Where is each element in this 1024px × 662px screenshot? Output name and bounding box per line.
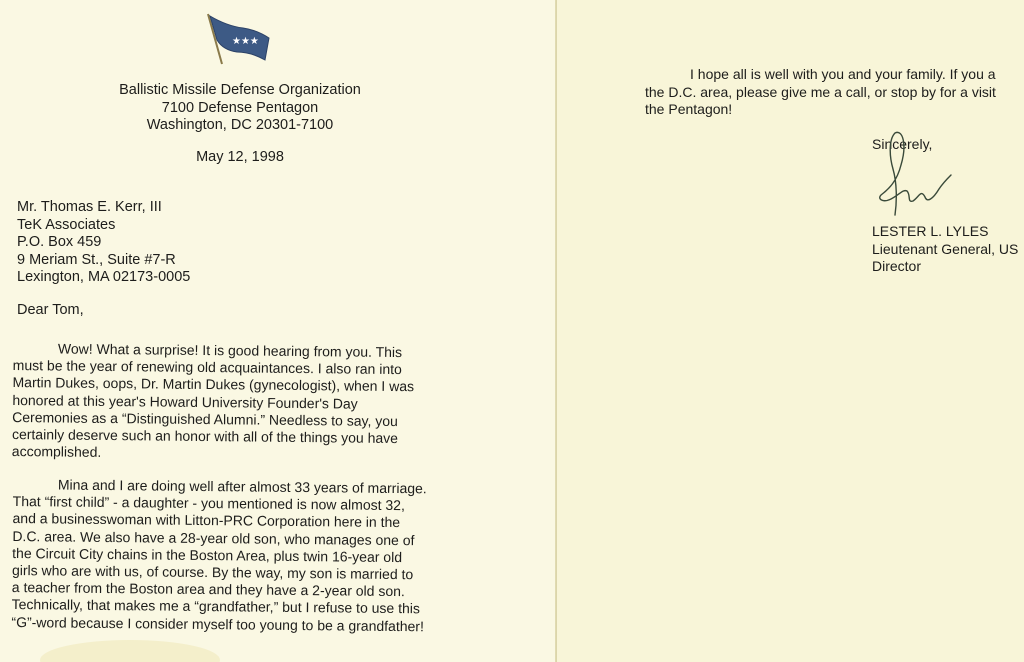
paragraph-line: the Pentagon! (645, 101, 733, 117)
paragraph-3 (645, 66, 996, 119)
paragraph-line: D.C. area. We also have a 28-year old son, who manages one of (12, 527, 415, 548)
paragraph-line: accomplished. (11, 443, 102, 461)
signature-block (872, 223, 1018, 276)
letterhead (90, 82, 390, 135)
paragraph-line: Mina and I are doing well after almost 33 years of marriage. (57, 476, 427, 497)
paragraph-line: “G”-word because I consider myself too young to be a grandfather! (11, 613, 424, 634)
paragraph-1 (12, 340, 463, 465)
letterhead-address-line1: 7100 Defense Pentagon (161, 99, 319, 116)
recipient-line: 9 Meriam St., Suite #7-R (17, 251, 176, 268)
paragraph-line: girls who are with us, of course. By the way, my son is married to (11, 562, 414, 583)
paragraph-2 (11, 476, 463, 636)
recipient-line: Mr. Thomas E. Kerr, III (17, 199, 162, 215)
signer-name: LESTER L. LYLES (872, 223, 989, 239)
paragraph-line: Ceremonies as a “Distinguished Alumni.” Needless to say, you (12, 408, 398, 429)
paragraph-line: That “first child” - a daughter - you mentioned is now almost 32, (12, 493, 405, 514)
paragraph-line: Martin Dukes, oops, Dr. Martin Dukes (gynecologist), when I was (12, 374, 415, 395)
signer-position: Director (872, 258, 922, 274)
recipient-line: Lexington, MA 02173-0005 (17, 269, 191, 285)
paragraph-line: certainly deserve such an honor with all of the things you have (11, 426, 399, 447)
letter-date: May 12, 1998 (196, 149, 284, 165)
paper-stain (40, 640, 220, 662)
recipient-line: P.O. Box 459 (17, 234, 102, 250)
paragraph-line: Technically, that makes me a “grandfather,” but I refuse to use this (11, 596, 420, 617)
organization-name: Ballistic Missile Defense Organization (119, 82, 361, 98)
signer-title: Lieutenant General, US (872, 240, 1019, 257)
flag-icon (205, 10, 271, 66)
paragraph-line: Wow! What a surprise! It is good hearing from you. This (57, 340, 403, 361)
handwritten-signature (867, 125, 957, 225)
paragraph-line: honored at this year's Howard University Founder's Day (12, 391, 358, 412)
closing: Sincerely, (872, 136, 933, 152)
paragraph-line: a teacher from the Boston area and they have a 2-year old son. (11, 579, 405, 600)
recipient-address (17, 199, 190, 287)
recipient-line: TeK Associates (17, 216, 116, 233)
paragraph-line: must be the year of renewing old acquaintances. I also ran into (12, 357, 402, 378)
paragraph-line: the D.C. area, please give me a call, or stop by for a visit (645, 83, 996, 100)
paragraph-line: I hope all is well with you and your family. If you a (690, 66, 996, 82)
letterhead-address-line2: Washington, DC 20301-7100 (146, 117, 334, 133)
salutation: Dear Tom, (17, 302, 84, 318)
paragraph-line: the Circuit City chains in the Boston Area, plus twin 16-year old (12, 544, 403, 565)
paragraph-line: and a businesswoman with Litton-PRC Corporation here in the (12, 510, 401, 531)
letter-page-right (557, 0, 1024, 662)
svg-text:★★★: ★★★ (232, 36, 259, 47)
